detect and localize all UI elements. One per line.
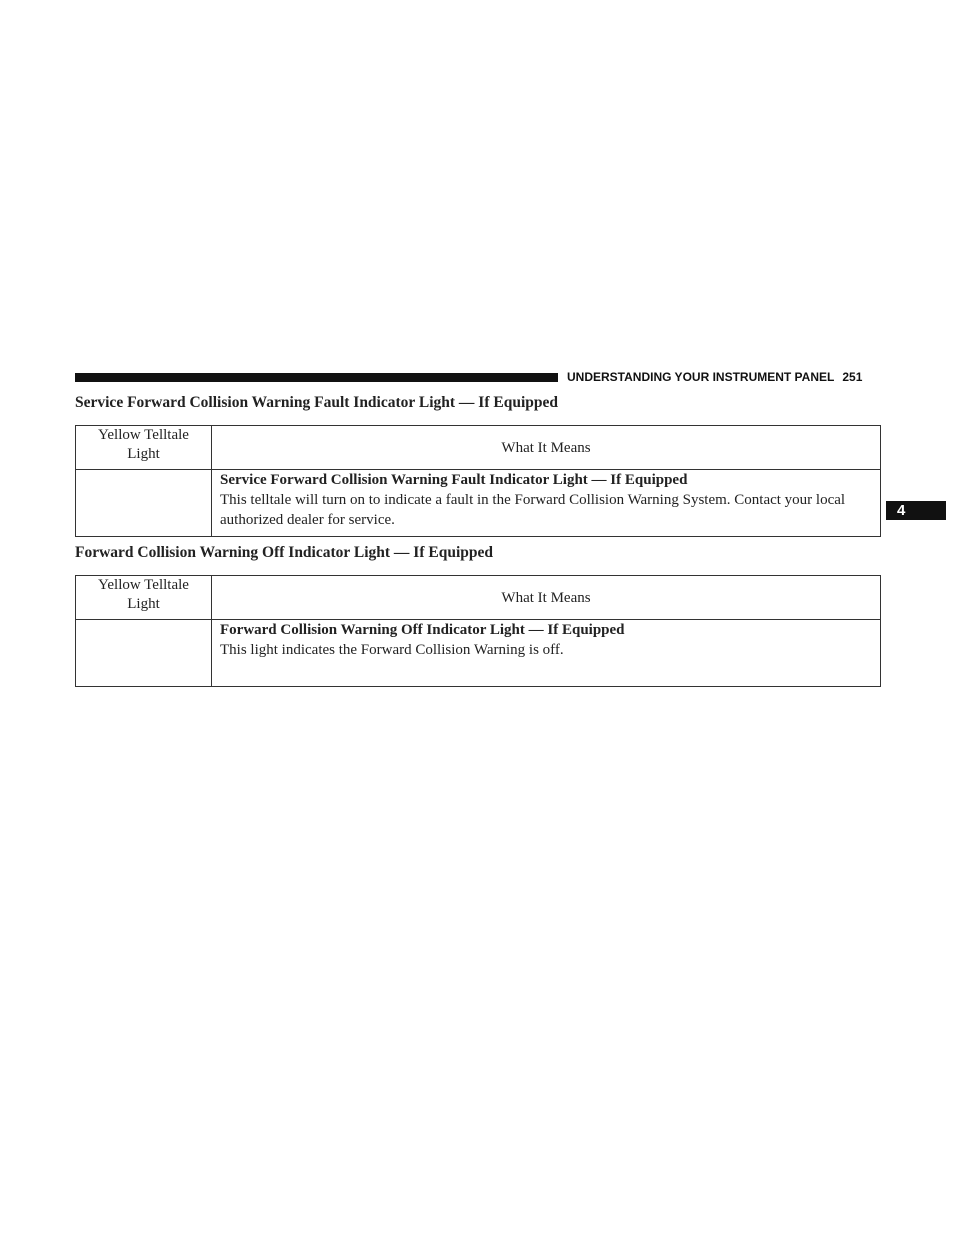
column-header-what-it-means: What It Means [212, 426, 881, 470]
description-title: Service Forward Collision Warning Fault Indicator Light — If Equipped [220, 472, 688, 488]
description-cell [212, 470, 881, 537]
header-rule [75, 373, 558, 382]
telltale-icon-cell [76, 620, 212, 687]
description-body: This telltale will turn on to indicate a fault in the Forward Collision Warning System. Contact your local authorized dealer for service. [220, 492, 846, 528]
telltale-table [75, 575, 881, 687]
table-header-row [76, 426, 881, 470]
column-header-telltale: Yellow Telltale Light [76, 426, 212, 470]
running-title: UNDERSTANDING YOUR INSTRUMENT PANEL [567, 370, 835, 384]
table-row [76, 470, 881, 537]
section-heading: Forward Collision Warning Off Indicator Light — If Equipped [75, 544, 494, 561]
telltale-table [75, 425, 881, 537]
description-cell [212, 620, 881, 687]
description-title: Forward Collision Warning Off Indicator Light — If Equipped [220, 622, 625, 638]
description-body: This light indicates the Forward Collision Warning is off. [220, 642, 564, 658]
column-header-what-it-means: What It Means [212, 576, 881, 620]
page-number: 251 [842, 370, 863, 384]
table-header-row [76, 576, 881, 620]
telltale-icon-cell [76, 470, 212, 537]
section-heading: Service Forward Collision Warning Fault Indicator Light — If Equipped [75, 394, 558, 411]
table-row [76, 620, 881, 687]
column-header-telltale: Yellow Telltale Light [76, 576, 212, 620]
running-head [567, 370, 897, 384]
chapter-tab[interactable]: 4 [886, 501, 946, 520]
